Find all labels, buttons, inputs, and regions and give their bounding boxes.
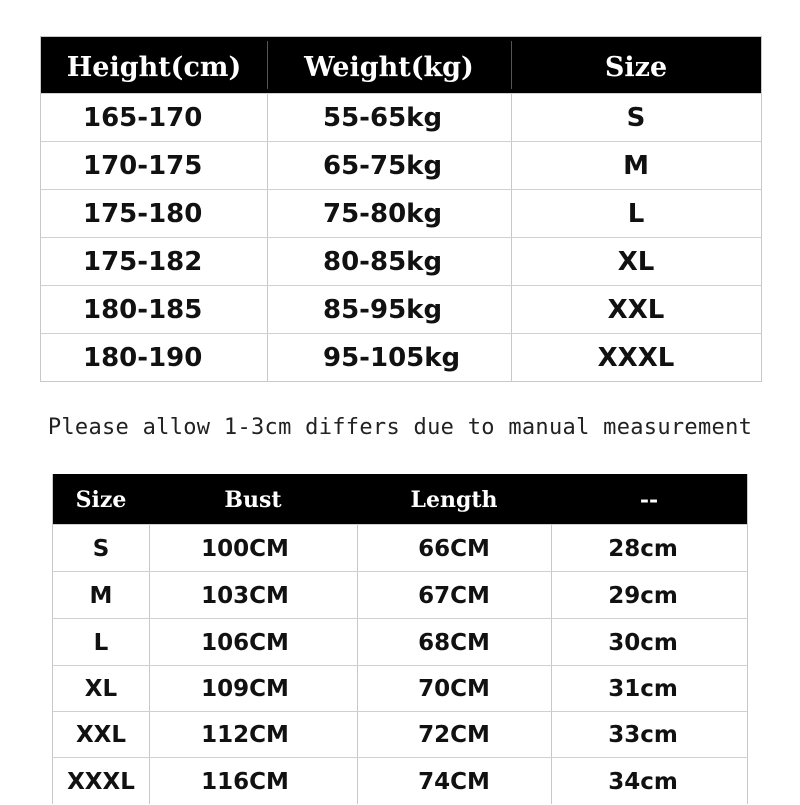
table-row [53, 711, 747, 758]
bust-cell: 112CM [201, 722, 289, 748]
header-weight: Weight(kg) [304, 52, 474, 83]
size-cell: L [93, 629, 109, 656]
extra-cell: 31cm [608, 676, 678, 702]
weight-cell: 65-75kg [323, 151, 443, 181]
extra-cell: 29cm [608, 582, 678, 609]
size-cell: S [626, 103, 646, 133]
weight-cell: 55-65kg [323, 103, 443, 133]
extra-cell: 30cm [608, 629, 678, 656]
height-cell: 175-182 [83, 247, 203, 277]
table-row [41, 237, 761, 286]
size-cell: M [623, 151, 649, 181]
size-cell: XXL [75, 722, 127, 748]
size-cell: XXL [607, 295, 665, 325]
header-length: Length [410, 487, 498, 513]
header-size: Size [75, 487, 127, 513]
table-header [53, 474, 747, 524]
height-weight-size-table [40, 36, 762, 382]
garment-measurement-table [52, 474, 748, 804]
header-height: Height(cm) [66, 52, 242, 83]
length-cell: 72CM [418, 722, 490, 748]
bust-cell: 103CM [201, 582, 289, 609]
weight-cell: 95-105kg [323, 343, 461, 373]
size-cell: XXXL [597, 343, 675, 373]
size-cell: XL [617, 247, 655, 277]
table-row [53, 665, 747, 712]
header-size: Size [604, 52, 668, 83]
table-row [41, 141, 761, 190]
table-row [53, 524, 747, 572]
table-header [41, 37, 761, 93]
measurement-note: Please allow 1-3cm differs due to manual measurement [47, 415, 753, 440]
weight-cell: 85-95kg [323, 295, 443, 325]
table-row [53, 571, 747, 619]
size-cell: S [92, 535, 110, 562]
table-row [41, 93, 761, 142]
height-cell: 170-175 [83, 151, 203, 181]
height-cell: 165-170 [83, 103, 203, 133]
table-row [41, 189, 761, 238]
bust-cell: 100CM [201, 535, 289, 562]
bust-cell: 116CM [201, 768, 289, 795]
table-row [53, 757, 747, 805]
weight-cell: 80-85kg [323, 247, 443, 277]
height-cell: 175-180 [83, 199, 203, 229]
height-cell: 180-185 [83, 295, 203, 325]
size-cell: XL [84, 676, 118, 702]
table-row [41, 333, 761, 382]
length-cell: 66CM [418, 535, 490, 562]
height-cell: 180-190 [83, 343, 203, 373]
table-row [53, 618, 747, 666]
size-cell: L [627, 199, 645, 229]
length-cell: 70CM [418, 676, 490, 702]
length-cell: 68CM [418, 629, 490, 656]
extra-cell: 34cm [608, 768, 678, 795]
size-cell: M [89, 582, 113, 609]
weight-cell: 75-80kg [323, 199, 443, 229]
bust-cell: 109CM [201, 676, 289, 702]
extra-cell: 28cm [608, 535, 678, 562]
header-bust: Bust [224, 487, 282, 513]
header-extra: -- [639, 487, 659, 513]
size-cell: XXXL [67, 768, 135, 795]
bust-cell: 106CM [201, 629, 289, 656]
table-row [41, 285, 761, 334]
extra-cell: 33cm [608, 722, 678, 748]
length-cell: 74CM [418, 768, 490, 795]
length-cell: 67CM [418, 582, 490, 609]
